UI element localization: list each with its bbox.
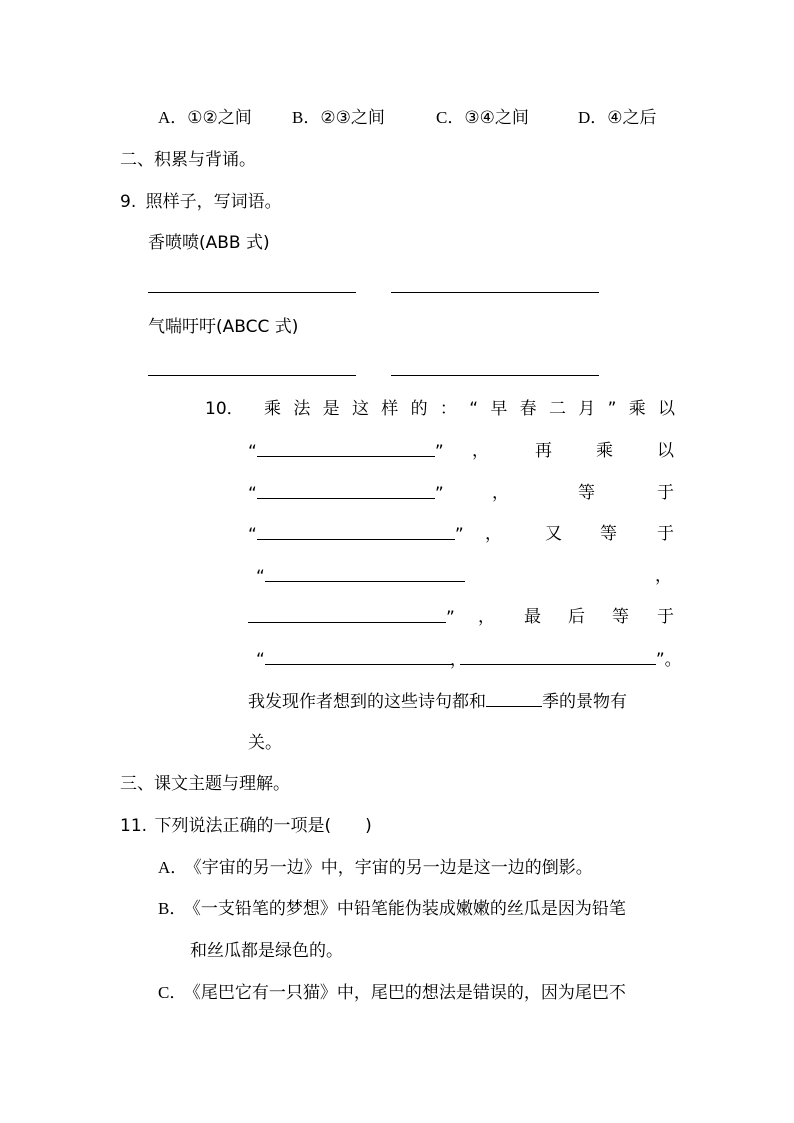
q10-answer-blank-5[interactable] <box>248 606 446 623</box>
q10-word: 以 <box>657 441 674 461</box>
q11-stem <box>120 815 372 837</box>
q9-number: 9. <box>120 192 137 212</box>
q10-line-4-blank <box>248 523 464 546</box>
q10-discover-before: 我发现作者想到的这些诗句都和 <box>248 692 486 712</box>
q10-char: 是 <box>322 399 340 419</box>
section-2-title: 二、积累与背诵。 <box>120 150 256 170</box>
q10-char: 的 <box>410 399 428 419</box>
open-quote: “ <box>256 567 265 587</box>
period: 。 <box>664 650 682 670</box>
q8-option-c-text: ③④之间 <box>464 108 529 128</box>
q9-answer-blank-4[interactable] <box>391 375 599 376</box>
q10-word: 等 <box>612 607 629 627</box>
q10-word: 于 <box>657 483 674 503</box>
q11-option-b-text-2: 和丝瓜都是绿色的。 <box>190 941 343 961</box>
q10-line-3-blank <box>248 482 444 505</box>
q8-option-a <box>158 107 252 129</box>
close-quote: ” <box>434 442 444 462</box>
q10-line-7-blank <box>256 648 682 671</box>
q10-char: 月 <box>578 399 596 419</box>
q10-line-6-blank <box>248 606 455 629</box>
q10-number: 10． <box>205 399 244 419</box>
q10-char: 法 <box>293 399 311 419</box>
q10-line-1 <box>264 398 675 420</box>
open-quote: “ <box>256 650 265 670</box>
q8-option-c <box>436 107 529 129</box>
q10-answer-blank-4[interactable] <box>265 565 465 582</box>
q10-answer-blank-6[interactable] <box>265 648 453 665</box>
q10-comma: ， <box>655 566 672 586</box>
q10-char: “ <box>469 399 478 419</box>
open-quote: “ <box>248 442 257 462</box>
q11-option-a-text: 《宇宙的另一边》中，宇宙的另一边是这一边的倒影。 <box>193 858 593 878</box>
close-quote: ” <box>655 650 665 670</box>
open-quote: “ <box>248 484 257 504</box>
q8-option-b <box>292 107 385 129</box>
q10-answer-blank-1[interactable] <box>257 440 435 457</box>
q11-number: 11. <box>120 816 148 836</box>
q8-option-d-letter: D． <box>578 108 608 127</box>
q8-option-c-letter: C． <box>436 108 465 127</box>
q9-example-2: 气喘吁吁(ABCC 式) <box>148 317 299 337</box>
q11-option-b <box>158 898 626 920</box>
q9-example-1: 香喷喷(ABB 式) <box>148 233 270 253</box>
q8-option-d-text: ④之后 <box>607 108 657 128</box>
q10-word: 再 <box>535 441 552 461</box>
q8-option-d <box>578 107 657 129</box>
q10-word: 于 <box>657 524 674 544</box>
q10-line-2-blank <box>248 440 444 463</box>
q10-discover-end: 关。 <box>248 733 282 753</box>
q9-answer-blank-2[interactable] <box>391 292 599 293</box>
q11-option-a <box>158 857 593 879</box>
q10-comma: ， <box>472 441 489 461</box>
q10-comma: ， <box>492 483 509 503</box>
q10-char: 以 <box>658 399 675 419</box>
q10-word: 于 <box>657 607 674 627</box>
q11-option-b-letter: B． <box>158 899 187 918</box>
q10-char: ” <box>607 399 617 419</box>
q11-option-c-letter: C． <box>158 983 187 1002</box>
q10-answer-blank-7[interactable] <box>460 648 656 665</box>
q10-char: 这 <box>351 399 369 419</box>
q10-char: 乘 <box>264 399 281 419</box>
q9-stem <box>120 191 282 213</box>
q10-answer-blank-3[interactable] <box>257 523 455 540</box>
section-3-title: 三、课文主题与理解。 <box>120 774 290 794</box>
q11-prompt-end: ) <box>365 816 372 836</box>
close-quote: ” <box>446 608 455 628</box>
q10-char: ： <box>439 399 457 419</box>
q11-option-a-letter: A． <box>158 858 188 877</box>
q10-word: 乘 <box>596 441 613 461</box>
q10-answer-blank-2[interactable] <box>257 482 435 499</box>
q10-word: 等 <box>578 483 595 503</box>
open-quote: “ <box>248 525 257 545</box>
q10-char: 早 <box>490 399 508 419</box>
q10-word: 最 <box>524 607 541 627</box>
q8-option-b-letter: B． <box>292 108 321 127</box>
q9-prompt: 照样子，写词语。 <box>145 192 282 212</box>
q10-comma: ， <box>485 524 502 544</box>
q10-word: 后 <box>568 607 585 627</box>
q11-prompt: 下列说法正确的一项是( <box>154 816 332 836</box>
q10-word: 等 <box>600 524 617 544</box>
q11-option-c-text-1: 《尾巴它有一只猫》中，尾巴的想法是错误的，因为尾巴不 <box>192 983 626 1003</box>
q10-discover-line <box>248 690 627 713</box>
q11-option-b-text-1: 《一支铅笔的梦想》中铅笔能伪装成嫩嫩的丝瓜是因为铅笔 <box>192 899 626 919</box>
q10-char: 乘 <box>628 399 646 419</box>
q10-char: 样 <box>381 399 399 419</box>
q10-line-5-blank <box>256 565 465 588</box>
q11-option-c <box>158 982 626 1004</box>
q10-comma-inline: ， <box>449 650 467 670</box>
close-quote: ” <box>454 525 464 545</box>
q10-season-blank[interactable] <box>486 690 542 707</box>
q10-char: 春 <box>519 399 537 419</box>
q10-word: 又 <box>545 524 562 544</box>
close-quote: ” <box>434 484 444 504</box>
q9-answer-blank-3[interactable] <box>148 375 356 376</box>
q9-answer-blank-1[interactable] <box>148 292 356 293</box>
q8-option-a-text: ①②之间 <box>187 108 252 128</box>
q8-option-b-text: ②③之间 <box>320 108 385 128</box>
q10-char: 二 <box>548 399 566 419</box>
q10-discover-after: 季的景物有 <box>542 692 627 712</box>
q10-comma: ， <box>478 607 495 627</box>
q8-option-a-letter: A． <box>158 108 188 127</box>
